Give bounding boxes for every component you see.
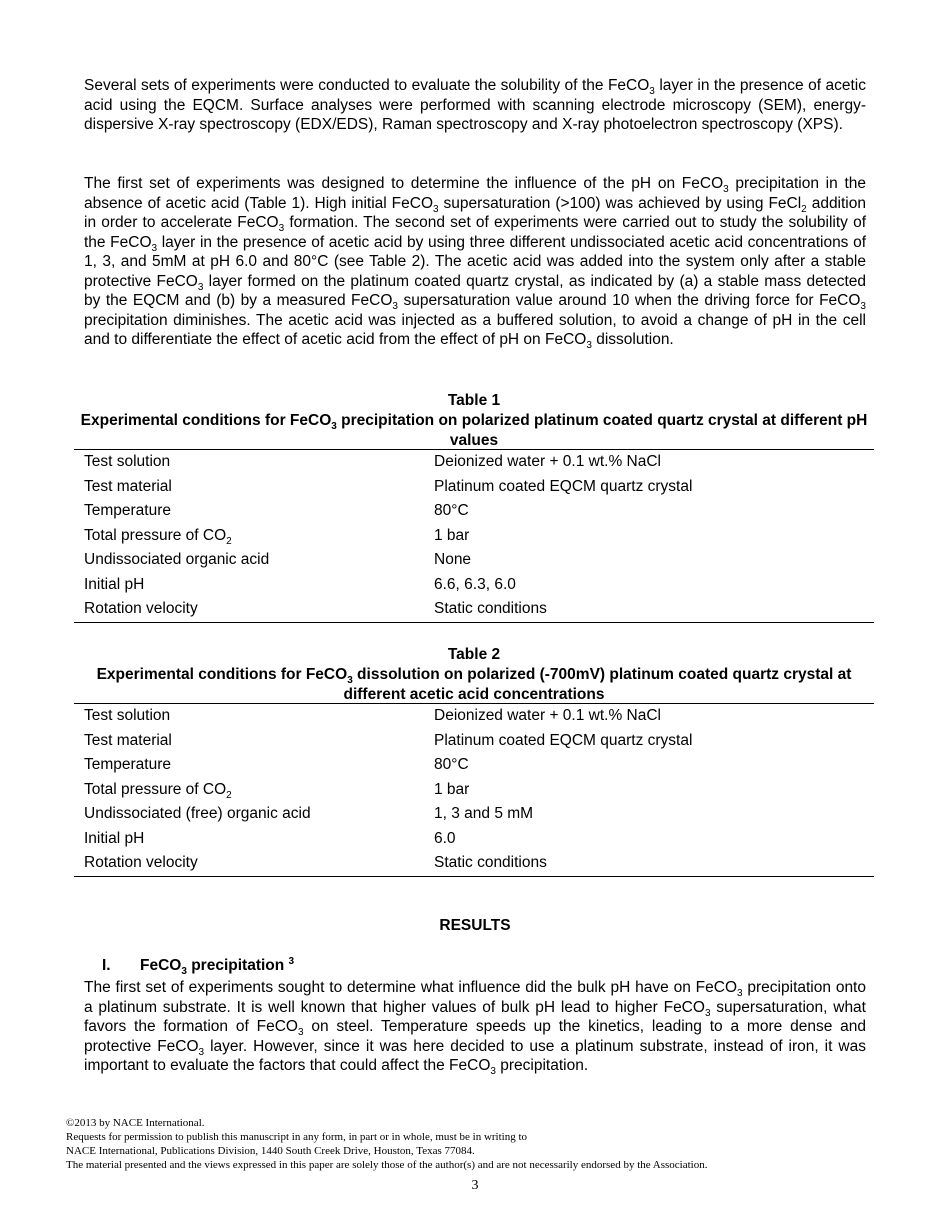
table2-body: [74, 704, 874, 877]
table-cell-value: Static conditions: [434, 600, 547, 618]
table1: [74, 449, 874, 623]
table-cell-value: 6.0: [434, 829, 456, 847]
table-row: [74, 499, 874, 524]
table-cell-value: 1 bar: [434, 526, 470, 544]
table-cell-parameter: Test solution: [84, 707, 171, 725]
table-cell-value: 80°C: [434, 756, 469, 774]
table-cell-value: 1 bar: [434, 780, 470, 798]
table-cell-parameter: Test material: [84, 731, 172, 749]
footer-permission: Requests for permission to publish this manuscript in any form, in part or in whole, must be in writing to: [66, 1131, 528, 1143]
table-cell-value: Static conditions: [434, 854, 547, 872]
table-cell-parameter: Temperature: [84, 502, 172, 520]
table-cell-parameter: Test solution: [84, 453, 171, 471]
table-row: [74, 802, 874, 827]
section-title: FeCO$_3$ precipitation $^3$: [140, 955, 295, 978]
footer: [66, 1116, 707, 1172]
table-row: [74, 827, 874, 852]
table-cell-parameter: Initial pH: [84, 575, 145, 593]
table2-title: Experimental conditions for FeCO$_3$ dissolution on polarized (-700mV) platinum coated quartz crystal at different acetic acid concentrations: [96, 666, 852, 703]
table-cell-value: Platinum coated EQCM quartz crystal: [434, 731, 693, 749]
section-number: I.: [102, 957, 111, 974]
table-cell-value: Deionized water + 0.1 wt.% NaCl: [434, 707, 662, 725]
footer-address: NACE International, Publications Division, 1440 South Creek Drive, Houston, Texas 77084.: [66, 1145, 475, 1157]
table-cell-parameter: Test material: [84, 477, 172, 495]
table-cell-parameter: Rotation velocity: [84, 854, 198, 872]
table1-caption: [74, 391, 874, 451]
table-cell-value: 6.6, 6.3, 6.0: [434, 575, 516, 593]
paragraph-experiment-design: The first set of experiments was designed to determine the influence of the pH on FeCO$_3$ precipitation in the absence of acetic acid (Table 1). High initial FeCO$_3$ supersaturation (>100) was achieved by using FeCl$_2$ addition in order to accelerate FeCO$_3$ formation. The second set of experiments were carried out to study the solubility of the FeCO$_3$ layer in the presence of acetic acid by using three different undissociated acetic acid concentrations of 1, 3, and 5mM at pH 6.0 and 80°C (see Table 2). The acetic acid was added into the system only after a stable protective FeCO$_3$ layer formed on the platinum coated quartz crystal, as indicated by (a) a stable mass detected by the EQCM and (b) by a measured FeCO$_3$ supersaturation value around 10 when the driving force for FeCO$_3$ precipitation diminishes. The acetic acid was injected as a buffered solution, to avoid a change of pH in the cell and to differentiate the effect of acetic acid from the effect of pH on FeCO$_3$ dissolution.: [84, 175, 867, 352]
table1-body: [74, 450, 874, 623]
table-row: [74, 450, 874, 475]
table-row: [74, 704, 874, 729]
table-cell-value: None: [434, 551, 472, 569]
table-cell-parameter: Total pressure of $CO_2$: [84, 780, 232, 801]
table-cell-value: 80°C: [434, 502, 469, 520]
table-row: [74, 851, 874, 876]
table-row: [74, 548, 874, 573]
table-cell-parameter: Rotation velocity: [84, 600, 198, 618]
table-cell-parameter: Total pressure of $CO_2$: [84, 526, 232, 547]
paragraph-methods-intro: Several sets of experiments were conducted to evaluate the solubility of the FeCO$_3$ layer in the presence of acetic acid using the EQCM. Surface analyses were performed with scanning electrode microscopy (SEM), energy-dispersive X-ray spectroscopy (EDX/EDS), Raman spectroscopy and X-ray photoelectron spectroscopy (XPS).: [84, 77, 866, 133]
table-cell-value: Deionized water + 0.1 wt.% NaCl: [434, 453, 662, 471]
table-row: [74, 729, 874, 754]
table-row: [74, 475, 874, 500]
table2-label: Table 2: [447, 646, 501, 663]
table2: [74, 703, 874, 877]
footer-copyright: ©2013 by NACE International.: [66, 1117, 205, 1129]
table-cell-parameter: Initial pH: [84, 829, 145, 847]
table-cell-parameter: Undissociated (free) organic acid: [84, 805, 311, 823]
table-row: [74, 524, 874, 549]
footer-disclaimer: The material presented and the views expressed in this paper are solely those of the author(s) and are not necessarily endorsed by the Association.: [66, 1159, 708, 1171]
table-cell-value: Platinum coated EQCM quartz crystal: [434, 477, 693, 495]
table-row: [74, 778, 874, 803]
paragraph-precipitation: The first set of experiments sought to determine what influence did the bulk pH have on FeCO$_3$ precipitation onto a platinum substrate. It is well known that higher values of bulk pH lead to higher FeCO$_3$ supersaturation, what favors the formation of FeCO$_3$ on steel. Temperature speeds up the kinetics, leading to a more dense and protective FeCO$_3$ layer. However, since it was here decided to use a platinum substrate, instead of iron, it was important to evaluate the factors that could affect the FeCO$_3$ precipitation.: [84, 979, 866, 1078]
table-cell-value: 1, 3 and 5 mM: [434, 805, 534, 823]
table-row: [74, 573, 874, 598]
table-cell-parameter: Temperature: [84, 756, 172, 774]
table1-label: Table 1: [447, 392, 501, 409]
table2-caption: [74, 645, 874, 705]
table1-title: Experimental conditions for FeCO$_3$ precipitation on polarized platinum coated quartz crystal at different pH values: [80, 412, 868, 449]
results-heading: RESULTS: [439, 917, 511, 934]
section-heading: [102, 955, 295, 978]
page-number: 3: [471, 1178, 479, 1193]
table-row: [74, 753, 874, 778]
table-cell-parameter: Undissociated organic acid: [84, 551, 270, 569]
table-row: [74, 597, 874, 622]
